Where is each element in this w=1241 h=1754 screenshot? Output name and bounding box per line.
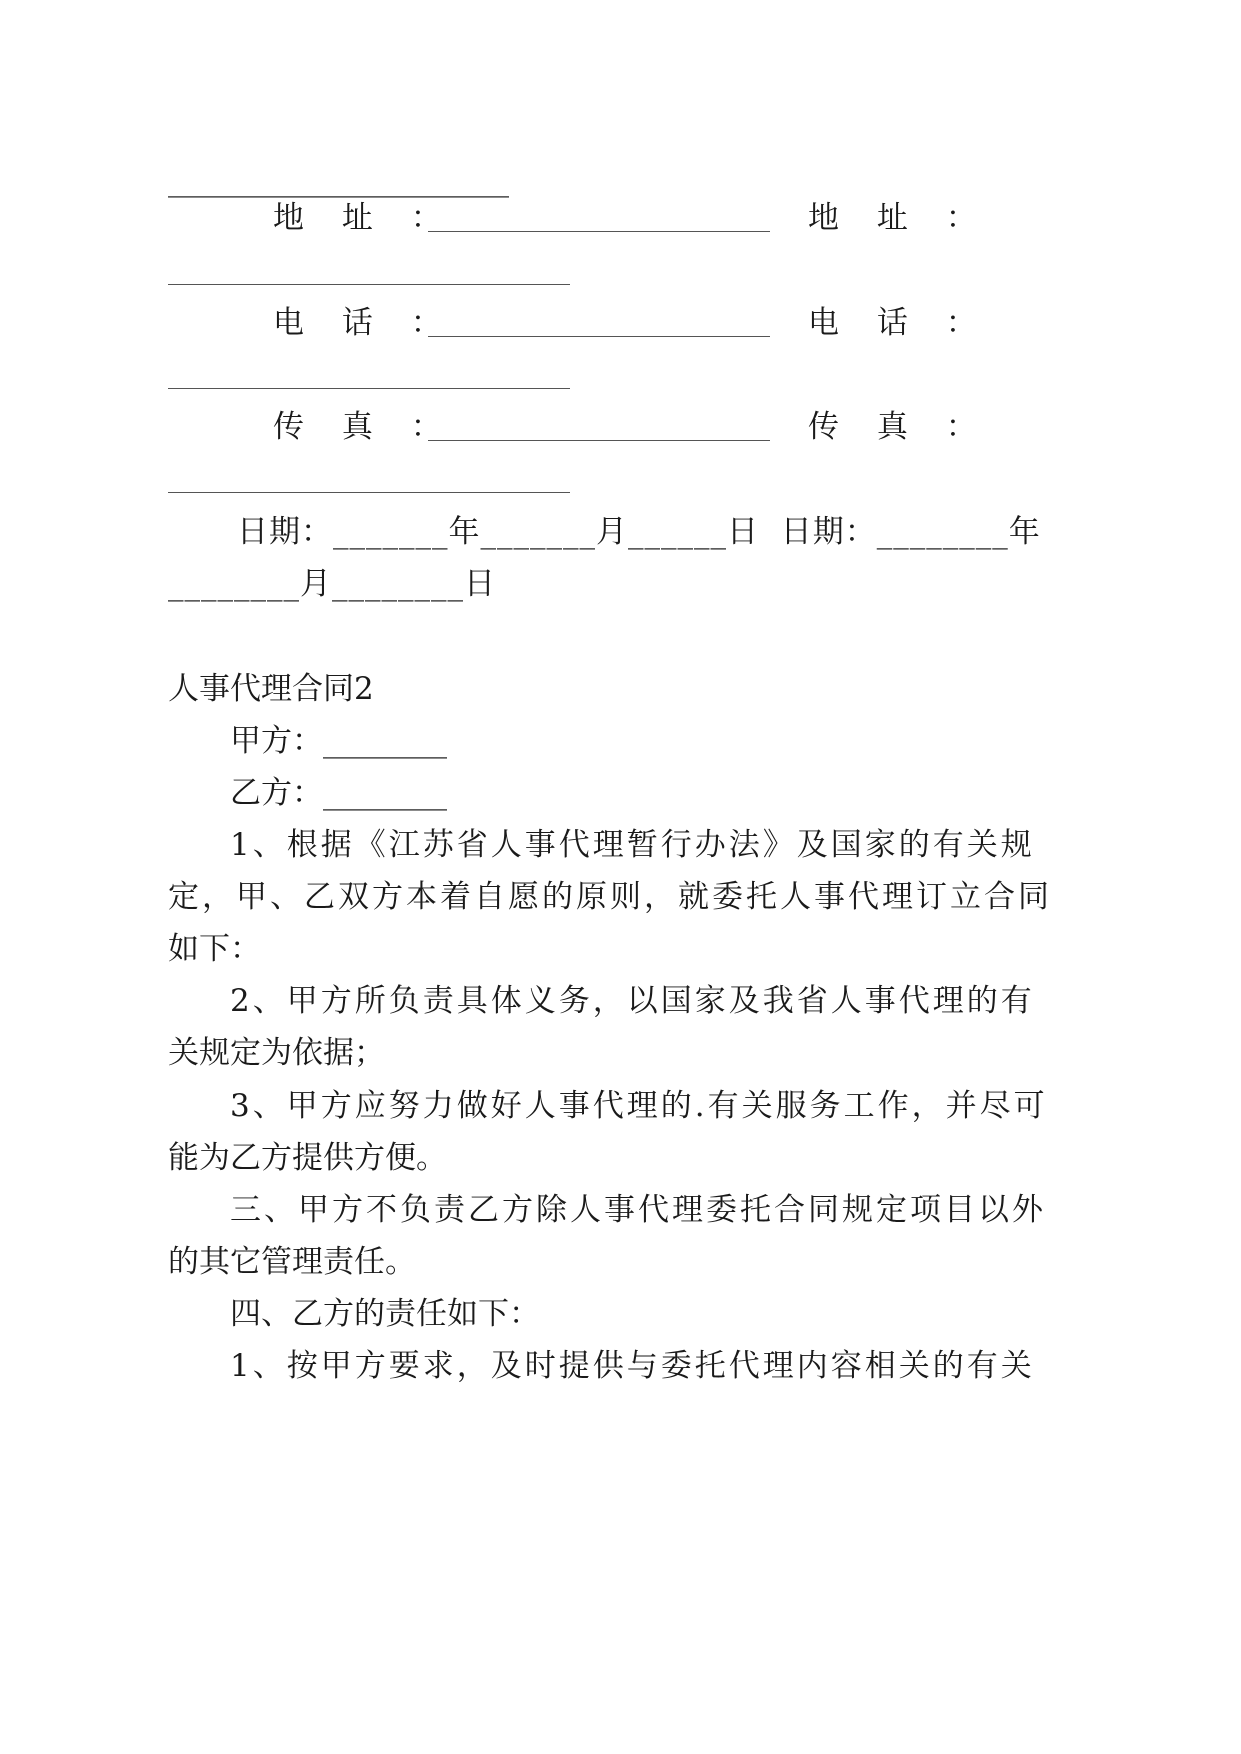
para-3-line-2: 能为乙方提供方便。 [168,1140,447,1176]
phone-label-b: 电 话 ： [808,305,991,341]
para-1-line-2: 定，甲、乙双方本着自愿的原则，就委托人事代理订立合同 [168,879,1052,915]
address-label-a: 地 址 ： [273,200,456,236]
para-4-line-1: 三、甲方不负责乙方除人事代理委托合同规定项目以外 [230,1192,1046,1228]
phone-label-a: 电 话 ： [273,305,456,341]
date-line-2: ________月________日 [168,566,496,602]
para-6-line-1: 1、按甲方要求，及时提供与委托代理内容相关的有关 [230,1348,1035,1384]
top-blank-line: ______________________ [168,162,509,198]
address-blank-a [428,230,770,232]
address-label-b: 地 址 ： [808,200,991,236]
phone-blank-a [428,335,770,337]
para-1-line-3: 如下： [168,931,261,967]
para-1-line-1: 1、根据《江苏省人事代理暂行办法》及国家的有关规 [230,827,1035,863]
fax-label-b: 传 真 ： [808,409,991,445]
fax-blank-b [168,491,570,493]
contract-title: 人事代理合同2 [168,671,374,707]
para-2-line-2: 关规定为依据； [168,1035,385,1071]
para-3-line-1: 3、甲方应努力做好人事代理的.有关服务工作，并尽可 [230,1088,1048,1124]
party-a: 甲方：________ [230,723,447,759]
fax-label-a: 传 真 ： [273,409,456,445]
address-blank-b [168,283,570,285]
fax-blank-a [428,439,770,441]
date-line-1: 日期：_______年_______月______日 日期：________年 [237,514,1041,550]
para-5-line-1: 四、乙方的责任如下： [230,1296,540,1332]
phone-blank-b [168,387,570,389]
para-4-line-2: 的其它管理责任。 [168,1244,416,1280]
party-b: 乙方：________ [230,775,447,811]
para-2-line-1: 2、甲方所负责具体义务，以国家及我省人事代理的有 [230,983,1035,1019]
